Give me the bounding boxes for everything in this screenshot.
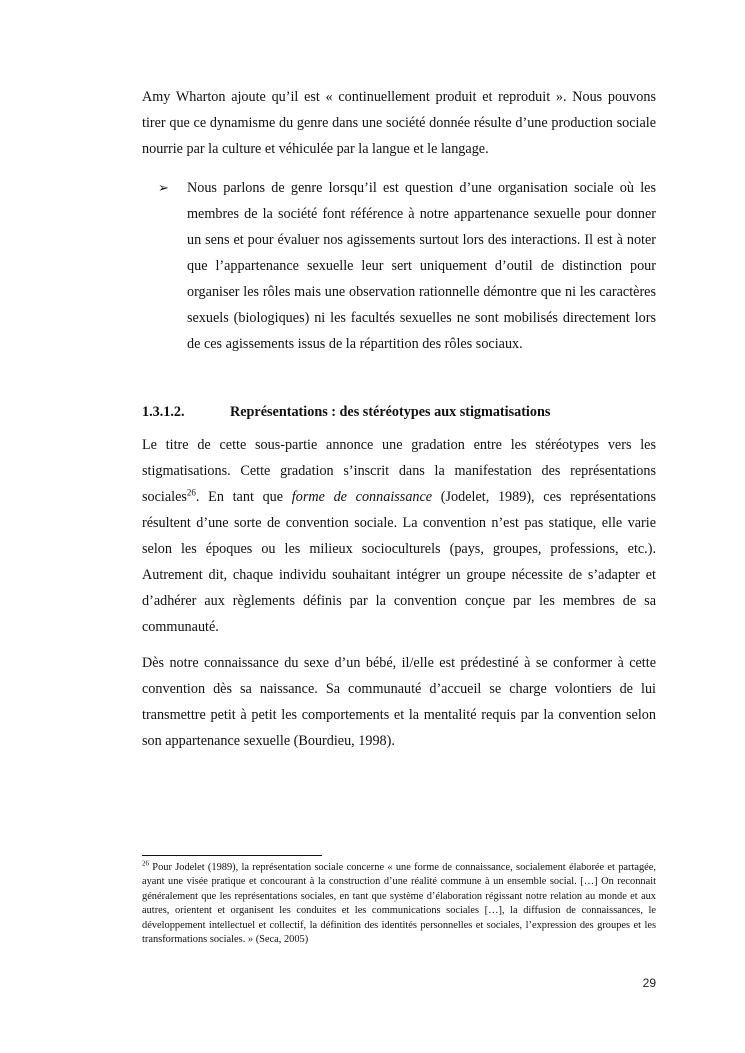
section-number: 1.3.1.2. — [142, 404, 185, 420]
page-number: 29 — [642, 976, 656, 990]
footnote-text: Pour Jodelet (1989), la représentation sociale concerne « une forme de connaissance, socialement élaborée et partagée, ayant une visée pratique et concourant à la construction d’une réalité commune à un ensemble social. […] On reconnait généralement que les représentations sociales, en tant que système d’élaboration régissant notre relation au monde et aux autres, orientent et organisent les conduites et les communications sociales […], la diffusion de connaissances, le développement intellectuel et collectif, la définition des identités personnelles et sociales, l’expression des groupes et les transformations sociales. » (Seca, 2005) — [142, 862, 656, 946]
arrow-bullet-icon: ➢ — [158, 180, 169, 195]
paragraph-gradation — [142, 432, 656, 640]
bullet-item-genre — [142, 175, 656, 357]
footnote-number: 26 — [142, 859, 149, 868]
footnote-separator — [142, 855, 322, 856]
footnote — [142, 861, 656, 947]
paragraph2-part3: (Jodelet, 1989), ces représentations résultent d’une sorte de convention sociale. La convention n’est pas statique, elle varie selon les époques ou les milieux socioculturels (pays, groupes, professions, etc.). Autrement dit, chaque individu souhaitant intégrer un groupe nécessite de s’adapter et d’adhérer aux règlements définis par la convention conçue par les membres de sa communauté. — [142, 489, 656, 635]
section-heading — [142, 399, 656, 425]
paragraph-wharton: Amy Wharton ajoute qu’il est « continuellement produit et reproduit ». Nous pouvons tirer que ce dynamisme du genre dans une société donnée résulte d’une production sociale nourrie par la culture et véhiculée par la langue et le langage. — [142, 89, 656, 157]
paragraph2-part2: . En tant que — [195, 489, 292, 505]
section-title: Représentations : des stéréotypes aux stigmatisations — [230, 404, 551, 420]
paragraph-bebe: Dès notre connaissance du sexe d’un bébé, il/elle est prédestiné à se conformer à cette convention dès sa naissance. Sa communauté d’accueil se charge volontiers de lui transmettre petit à petit les comportements et la mentalité requis par la convention selon son appartenance sexuelle (Bourdieu, 1998). — [142, 655, 656, 749]
paragraph2-part1: Le titre de cette sous-partie annonce une gradation entre les stéréotypes vers les stigmatisations. Cette gradation s’inscrit dans la manifestation des représentations sociales — [142, 437, 656, 505]
bullet-text: Nous parlons de genre lorsqu’il est question d’une organisation sociale où les membres de la société font référence à notre appartenance sexuelle pour donner un sens et pour évaluer nos agissements surtout lors des interactions. Il est à noter que l’appartenance sexuelle leur sert uniquement d’outil de distinction pour organiser les rôles mais une observation rationnelle démontre que ni les caractères sexuels (biologiques) ni les facultés sexuelles ne sont mobilisés directement lors de ces agissements issus de la répartition des rôles sociaux. — [187, 180, 656, 352]
paragraph2-italic: forme de connaissance — [291, 489, 433, 505]
footnote-reference[interactable]: 26 — [186, 487, 196, 498]
